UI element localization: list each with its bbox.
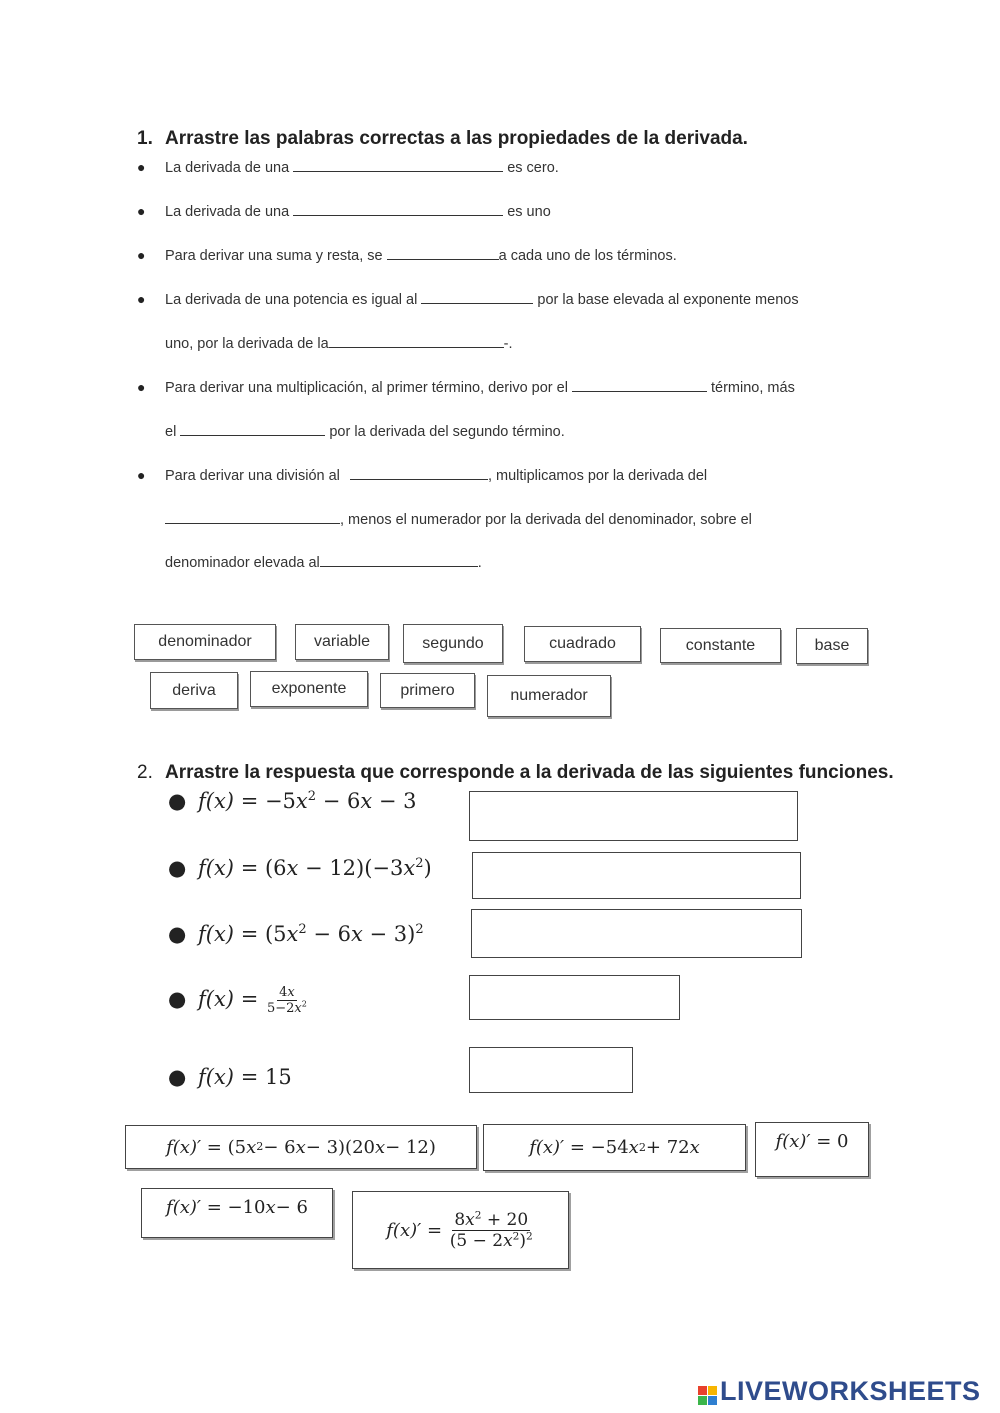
bullet-icon: ● [168, 1065, 187, 1089]
property-item: ● Para derivar una suma y resta, se a cada uno de los términos. [137, 247, 677, 264]
blank-drop-2[interactable] [293, 201, 503, 216]
word-chip-primero[interactable]: primero [380, 673, 475, 708]
word-chip-variable[interactable]: variable [295, 624, 389, 660]
answer-chip-3[interactable]: f(x)′ = 0 [755, 1122, 869, 1177]
property-item-continued: uno, por la derivada de la -. [165, 333, 513, 354]
blank-drop-6[interactable] [572, 377, 707, 392]
section2-heading [137, 762, 894, 784]
logo-icon [698, 1386, 717, 1405]
function-5: ● f(x) = 15 [168, 1065, 292, 1089]
function-4: ● f(x) = $\frac{4x}{5-2x^2}$ [168, 985, 307, 1016]
logo-square-blue [708, 1396, 717, 1405]
blank-drop-8[interactable] [350, 465, 488, 480]
section1-number: 1. [137, 128, 153, 149]
bullet-icon: ● [137, 247, 146, 263]
property-item: ● La derivada de una es uno [137, 203, 551, 220]
section1-heading [137, 128, 748, 150]
answer-chip-4[interactable]: f(x)′ = −10 x − 6 [141, 1188, 333, 1238]
answer-drop-box-3[interactable] [471, 909, 802, 958]
function-3: ● $f(x) = (5x^2 - 6x - 3)^2$ [168, 922, 424, 946]
bullet-icon: ● [137, 379, 146, 395]
function-2: ● $f(x) = (6x - 12)(-3x^2)$ [168, 856, 432, 880]
blank-drop-10[interactable] [320, 552, 478, 567]
bullet-icon: ● [137, 203, 146, 219]
bullet-icon: ● [168, 922, 187, 946]
blank-drop-7[interactable] [180, 421, 325, 436]
blank-drop-9[interactable] [165, 509, 340, 524]
liveworksheets-logo [698, 1376, 981, 1407]
property-item: ● La derivada de una es cero. [137, 159, 559, 176]
bullet-icon: ● [137, 467, 146, 483]
property-item-continued: , menos el numerador por la derivada del denominador, sobre el [165, 509, 752, 530]
bullet-icon: ● [168, 856, 187, 880]
bullet-icon: ● [168, 789, 187, 813]
logo-square-red [698, 1386, 707, 1395]
blank-drop-3[interactable] [387, 245, 499, 260]
bullet-icon: ● [137, 291, 146, 307]
function-text-source [0, 0, 1, 1]
word-chip-numerador[interactable]: numerador [487, 675, 611, 717]
answer-drop-box-5[interactable] [469, 1047, 633, 1093]
logo-square-green [698, 1396, 707, 1405]
word-chip-segundo[interactable]: segundo [403, 624, 503, 663]
blank-drop-1[interactable] [293, 157, 503, 172]
logo-text: LIVEWORKSHEETS [720, 1376, 981, 1406]
section2-title: Arrastre la respuesta que corresponde a la derivada de las siguientes funciones. [165, 762, 894, 783]
section1-title: Arrastre las palabras correctas a las propiedades de la derivada. [165, 128, 748, 149]
answer-chip-5[interactable]: f(x)′ = $\frac{8x^2 + 20}{(5 - 2x^2)^2}$ [352, 1191, 569, 1269]
logo-square-yellow [708, 1386, 717, 1395]
property-item: ● La derivada de una potencia es igual al por la base elevada al exponente menos [137, 291, 799, 308]
property-item: ● Para derivar una división al , multiplicamos por la derivada del [137, 467, 708, 484]
blank-drop-5[interactable] [329, 333, 504, 348]
word-chip-denominador[interactable]: denominador [134, 624, 276, 660]
bullet-icon: ● [137, 159, 146, 175]
property-item: ● Para derivar una multiplicación, al primer término, derivo por el término, más [137, 379, 795, 396]
answer-drop-box-2[interactable] [472, 852, 801, 899]
bullet-icon: ● [168, 987, 187, 1011]
answer-drop-box-1[interactable] [469, 791, 798, 841]
property-item-continued: denominador elevada al . [165, 552, 482, 573]
property-item-continued: el por la derivada del segundo término. [165, 421, 565, 442]
answer-chip-1[interactable]: f(x)′ = (5 x 2 − 6 x − 3)(20 x − 12) [125, 1125, 477, 1169]
section2-number: 2. [137, 762, 153, 783]
answer-drop-box-4[interactable] [469, 975, 680, 1020]
word-chip-cuadrado[interactable]: cuadrado [524, 626, 641, 662]
word-chip-deriva[interactable]: deriva [150, 672, 238, 709]
answer-chip-2[interactable]: f(x)′ = −54 x 2 + 72 x [483, 1124, 746, 1171]
blank-drop-4[interactable] [421, 289, 533, 304]
function-1: ● $f(x) = -5x^2 - 6x - 3$ [168, 789, 417, 813]
word-chip-exponente[interactable]: exponente [250, 671, 368, 707]
word-chip-constante[interactable]: constante [660, 628, 781, 663]
word-chip-base[interactable]: base [796, 628, 868, 664]
